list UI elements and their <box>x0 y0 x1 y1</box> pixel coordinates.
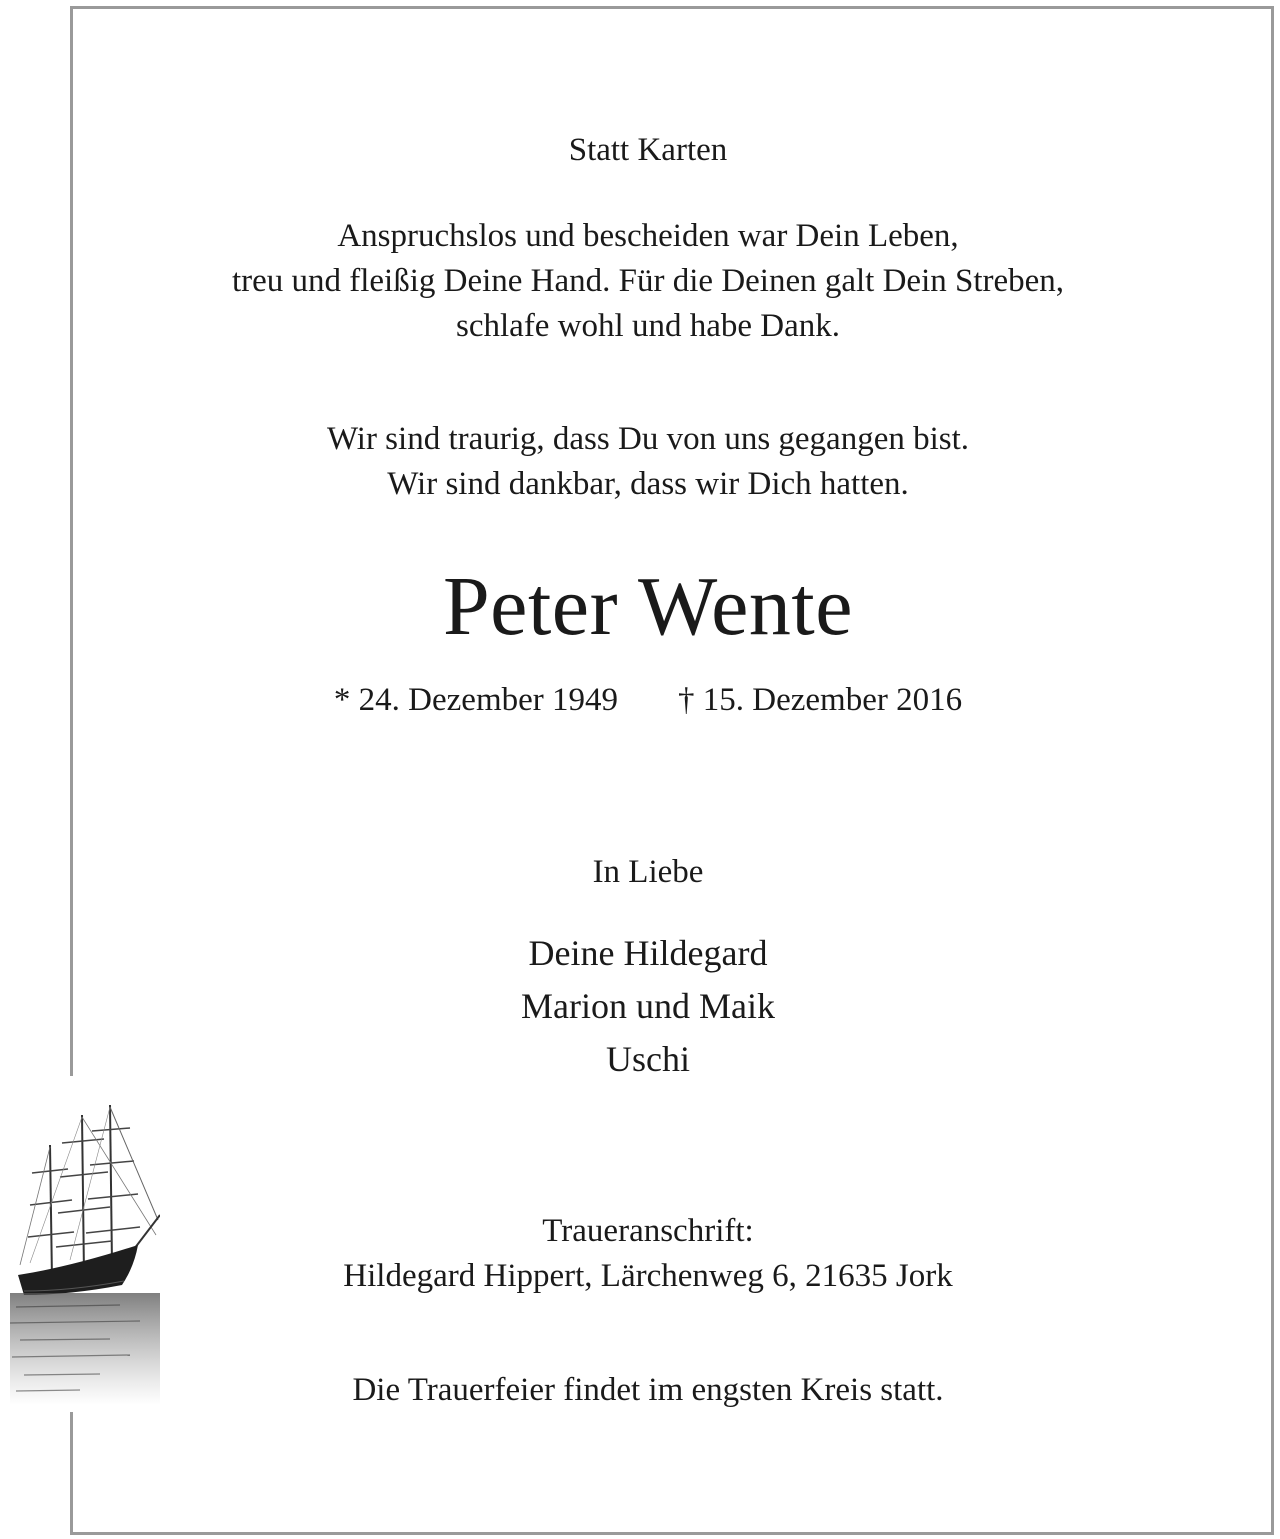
mourning-address: Hildegard Hippert, Lärchenweg 6, 21635 Jork <box>343 1258 953 1294</box>
deceased-name: Peter Wente <box>442 560 854 653</box>
message-line-1: Wir sind traurig, dass Du von uns gegangen bist. <box>326 421 970 457</box>
birth-date: * 24. Dezember 1949 <box>333 682 618 718</box>
address-label: Traueranschrift: <box>542 1213 754 1249</box>
verse-line-3: schlafe wohl und habe Dank. <box>456 308 840 344</box>
verse-line-1: Anspruchslos und bescheiden war Dein Leben, <box>337 218 959 254</box>
mourner-2: Marion und Maik <box>521 986 775 1026</box>
in-liebe: In Liebe <box>592 854 704 890</box>
message-line-2: Wir sind dankbar, dass wir Dich hatten. <box>387 466 909 502</box>
death-date: † 15. Dezember 2016 <box>678 682 963 718</box>
mourner-1: Deine Hildegard <box>528 933 768 973</box>
ceremony-note: Die Trauerfeier findet im engsten Kreis statt. <box>352 1372 944 1408</box>
ship-icon <box>10 1095 160 1405</box>
statt-karten: Statt Karten <box>568 132 728 168</box>
life-dates <box>0 682 1280 719</box>
mourner-3: Uschi <box>606 1039 690 1079</box>
verse-line-2: treu und fleißig Deine Hand. Für die Deinen galt Dein Streben, <box>231 263 1065 299</box>
